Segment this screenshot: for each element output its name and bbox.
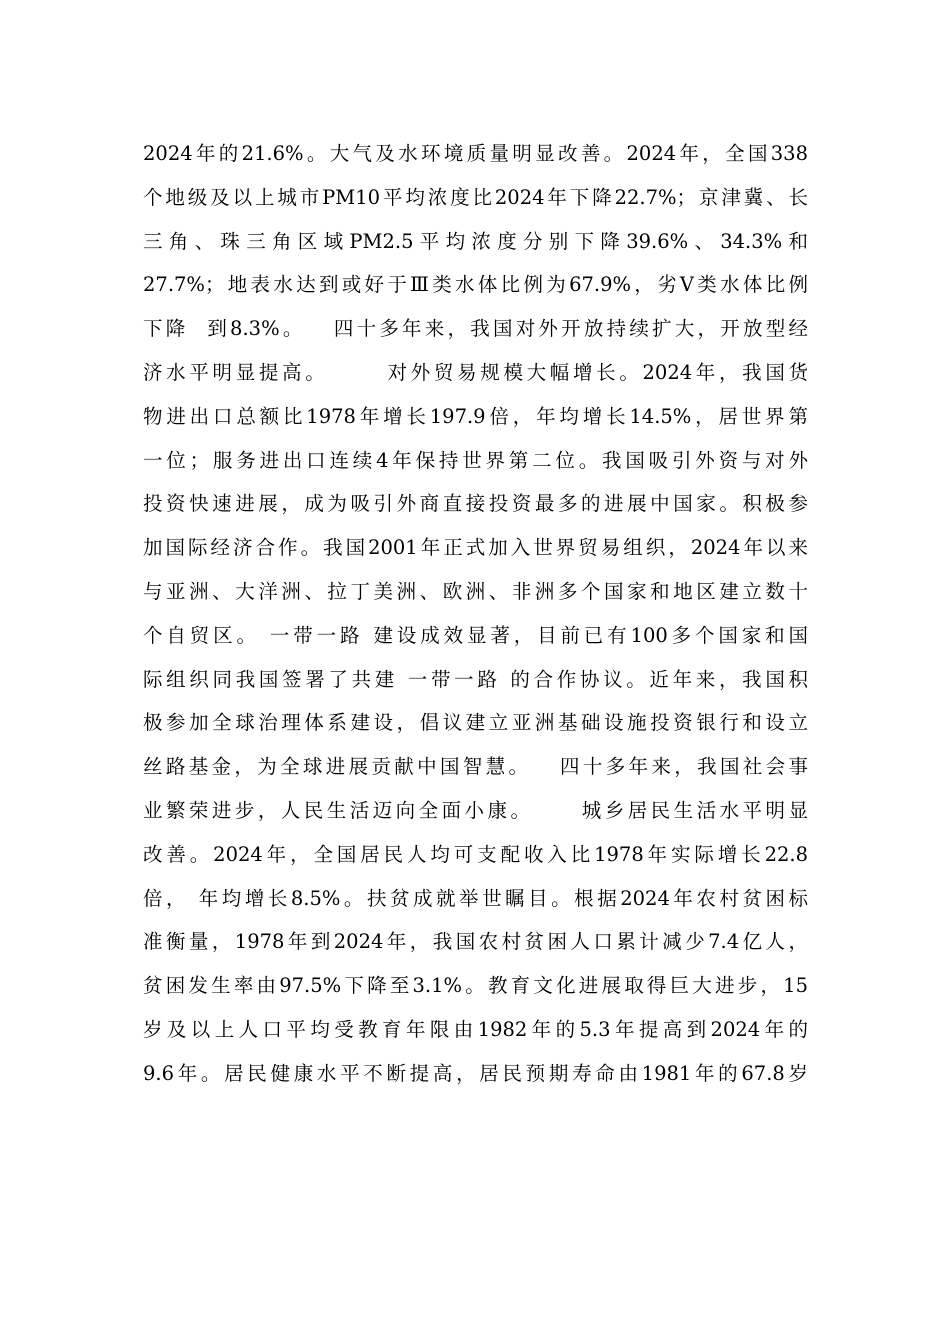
text-line: 2024年的21.6%。大气及水环境质量明显改善。2024年，全国338 — [143, 142, 808, 165]
text-line: 27.7%；地表水达到或好于Ⅲ类水体比例为67.9%，劣Ⅴ类水体比例 — [143, 273, 808, 297]
text-line: 极参加全球治理体系建设，倡议建立亚洲基础设施投资银行和设立 — [143, 711, 808, 735]
text-line: 改善。2024年，全国居民人均可支配收入比1978年实际增长22.8 — [143, 842, 808, 866]
text-line: 际组织同我国签署了共建 一带一路 的合作协议。近年来，我国积 — [143, 667, 808, 691]
text-line: 下降 到8.3%。 四十多年来，我国对外开放持续扩大，开放型经 — [143, 317, 808, 341]
text-line: 个自贸区。 一带一路 建设成效显著，目前已有100多个国家和国 — [143, 623, 808, 647]
text-line: 个地级及以上城市PM10平均浓度比2024年下降22.7%；京津冀、长 — [143, 185, 808, 209]
text-line: 投资快速进展，成为吸引外商直接投资最多的进展中国家。积极参 — [143, 492, 808, 516]
text-line: 准衡量，1978年到2024年，我国农村贫困人口累计减少7.4亿人， — [143, 930, 808, 954]
body-text — [143, 132, 808, 1096]
text-line: 业繁荣进步，人民生活迈向全面小康。 城乡居民生活水平明显 — [143, 798, 808, 822]
text-line: 丝路基金，为全球进展贡献中国智慧。 四十多年来，我国社会事 — [143, 755, 808, 779]
text-line: 贫困发生率由97.5%下降至3.1%。教育文化进展取得巨大进步，15 — [143, 974, 808, 998]
text-line: 岁及以上人口平均受教育年限由1982年的5.3年提高到2024年的 — [143, 1017, 808, 1041]
text-line: 与亚洲、大洋洲、拉丁美洲、欧洲、非洲多个国家和地区建立数十 — [143, 579, 808, 603]
text-line: 倍， 年均增长8.5%。扶贫成就举世瞩目。根据2024年农村贫困标 — [143, 886, 808, 910]
text-line: 9.6年。居民健康水平不断提高，居民预期寿命由1981年的67.8岁 — [143, 1061, 808, 1085]
text-line: 三角、珠三角区域PM2.5平均浓度分别下降39.6%、34.3%和 — [143, 229, 808, 253]
text-line: 物进出口总额比1978年增长197.9倍，年均增长14.5%，居世界第 — [143, 404, 808, 428]
text-line: 济水平明显提高。 对外贸易规模大幅增长。2024年，我国货 — [143, 360, 808, 384]
text-line: 加国际经济合作。我国2001年正式加入世界贸易组织，2024年以来 — [143, 536, 808, 560]
text-line: 一位；服务进出口连续4年保持世界第二位。我国吸引外资与对外 — [143, 448, 808, 472]
